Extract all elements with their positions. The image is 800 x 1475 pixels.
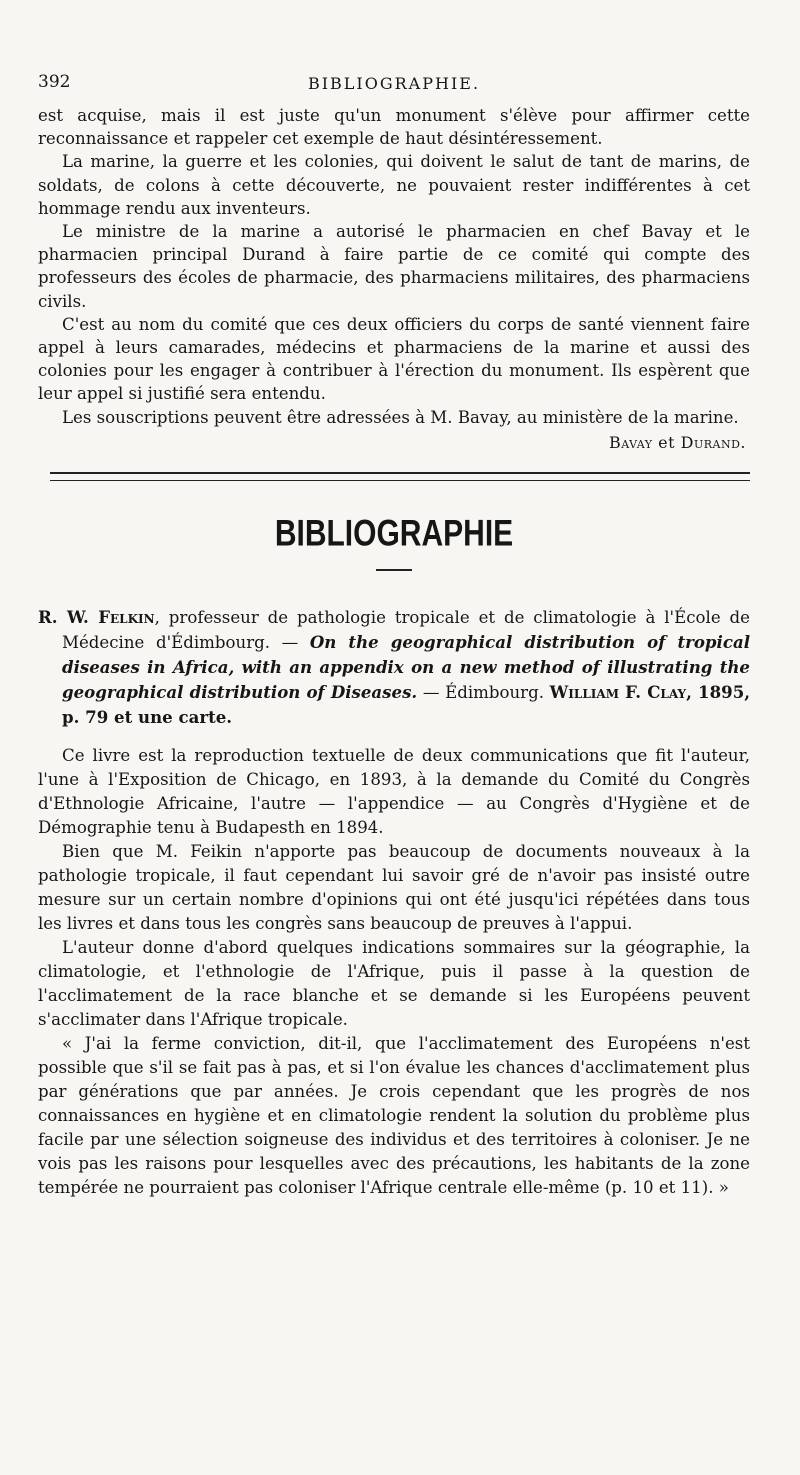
signature-joiner: et <box>652 432 681 452</box>
paragraph: Les souscriptions peuvent être adressées à M. Bavay, au ministère de la marine. <box>62 407 739 427</box>
page-number: 392 <box>38 72 71 92</box>
paragraph: Ce livre est la reproduction textuelle de deux communications que fit l'auteur, l'une à l'Exposition de Chicago, en 1893, à la demande du Comité du Congrès d'Ethnologie Africaine, l'autre — l'appendice — au Congrès d'Hygiène et de Démographie tenu à Budapesth en 1894. <box>38 745 750 837</box>
title-rule <box>376 569 412 571</box>
publication-details: , 1895, p. 79 et une carte. <box>62 681 751 727</box>
signature-name: Durand. <box>680 432 746 452</box>
signature <box>38 431 750 454</box>
section-divider <box>50 472 750 481</box>
running-title: BIBLIOGRAPHIE. <box>307 74 481 93</box>
paragraph: Bien que M. Feikin n'apporte pas beaucoup de documents nouveaux à la pathologie tropicale, il faut cependant lui savoir gré de n'avoir pas insisté outre mesure sur un certain nombre d'opinions qui ont été jusqu'ici répétées dans tous les livres et dans tous les congrès sans beaucoup de preuves à l'appui. <box>38 841 750 933</box>
paragraph: Le ministre de la marine a autorisé le pharmacien en chef Bavay et le pharmacien principal Durand à faire partie de ce comité qui compte des professeurs des écoles de pharmacie, des pharmaciens militaires, des pharmaciens civils. <box>38 222 750 311</box>
paragraph: C'est au nom du comité que ces deux officiers du corps de santé viennent faire appel à leurs camarades, médecins et pharmaciens de la marine et aussi des colonies pour les engager à contribuer à l'érection du monument. Ils espèrent que leur appel si justifié sera entendu. <box>38 314 750 404</box>
paragraph: La marine, la guerre et les colonies, qui doivent le salut de tant de marins, de soldats, de colons à cette découverte, ne pouvaient rester indifférentes à cet hommage rendu aux inventeurs. <box>38 152 750 218</box>
author-initials: R. W. <box>38 606 99 627</box>
running-header <box>38 70 750 100</box>
paragraph: est acquise, mais il est juste qu'un monument s'élève pour affirmer cette reconnaissance et rappeler cet exemple de haut désintéressement. <box>38 106 750 149</box>
citation <box>38 605 750 730</box>
bibliography-entry <box>38 605 750 1200</box>
paragraph: L'auteur donne d'abord quelques indications sommaires sur la géographie, la climatologie, et l'ethnologie de l'Afrique, puis il passe à la question de l'acclimatement de la race blanche et se demande si les Européens peuvent s'acclimater dans l'Afrique tropicale. <box>38 937 750 1029</box>
author-description: , professeur de pathologie tropicale et de climatologie à l'École de Médecine d'Édimbourg. — <box>62 607 750 652</box>
signature-name: Bavay <box>608 432 653 452</box>
publication-place: — Édimbourg. <box>417 682 550 702</box>
quotation-paragraph: « J'ai la ferme conviction, dit-il, que l'acclimatement des Européens n'est possible que s'il se fait pas à pas, et si l'on évalue les chances d'acclimatement plus par générations que par années. Je crois cependant que les progrès de nos connaissances en hygiène et en climatologie rendent la solution du problème plus facile par une sélection soigneuse des individus et des territoires à coloniser. Je ne vois pas les raisons pour lesquelles avec des précautions, les habitants de la zone tempérée ne pourraient pas coloniser l'Afrique centrale elle-même (p. 10 et 11). » <box>38 1033 750 1197</box>
work-title: On the geographical distribution of tropical diseases in Africa, with an appendix on a new method of illustrating the geographical distribution of Diseases. <box>62 631 750 702</box>
publisher: William F. Clay <box>549 681 687 702</box>
section-title: BIBLIOGRAPHIE <box>274 512 514 554</box>
author-name: Felkin <box>98 606 155 627</box>
previous-article-continuation <box>38 104 750 454</box>
